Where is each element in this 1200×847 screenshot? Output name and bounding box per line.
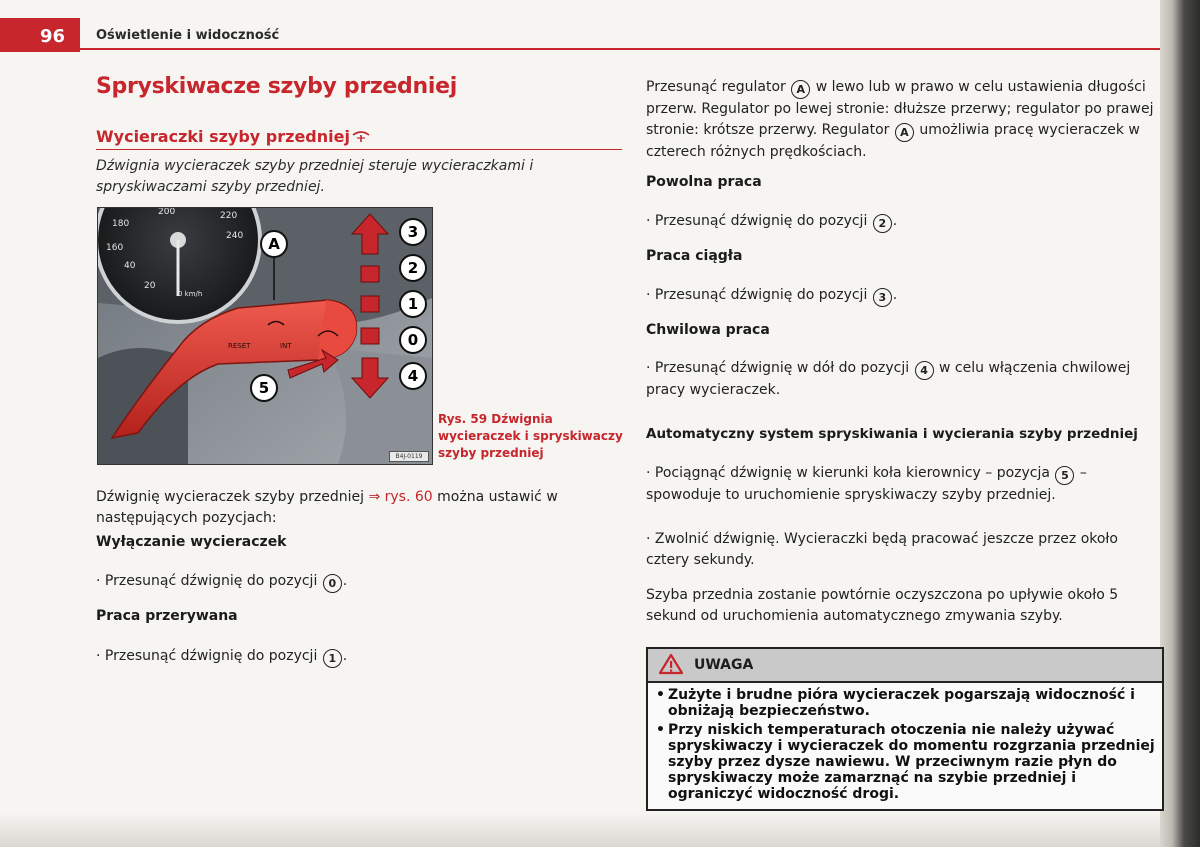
subsection-title: Wycieraczki szyby przedniej: [96, 127, 350, 146]
dial-label: 240: [226, 231, 244, 241]
step-text: Przesunąć dźwignię do pozycji: [654, 213, 868, 229]
warning-header: [648, 649, 1162, 683]
subsection-rule: [96, 149, 622, 150]
position-marker: A: [895, 123, 914, 142]
dial-label: 220: [220, 211, 238, 221]
step-continuous: · Przesunąć dźwignię do pozycji 3 .: [646, 285, 897, 307]
warning-item: • Zużyte i brudne pióra wycieraczek pogarszają widoczność i obniżają bezpieczeństwo.: [656, 687, 1156, 719]
figure-ref-code: B4J-0119: [389, 451, 429, 462]
step-end: .: [892, 213, 898, 229]
warning-triangle-icon: [658, 653, 684, 675]
warning-item: • Przy niskich temperaturach otoczenia nie należy używać spryskiwaczy i wycieraczek do momentu rozgrzania przedniej szyby przez dysze nawiewu. W przeciwnym razie płyn do spryskiwaczy może zamarznąć na szybie przedniej i ograniczyć widoczność drogi.: [656, 722, 1156, 802]
running-head: Oświetlenie i widoczność: [96, 28, 280, 43]
figure-callout: 5: [258, 379, 270, 397]
dial-label: 180: [112, 219, 130, 229]
paragraph-text: w lewo lub w prawo w celu ustawienia długości przerw. Regulator po lewej stronie: dłuższe przerwy; regulator po prawej stronie: krótsze przerwy. Regulator: [646, 79, 1154, 138]
heading-slow: Powolna praca: [646, 174, 762, 190]
dial-label: 0 km/h: [178, 290, 203, 298]
heading-wipers-off: Wyłączanie wycieraczek: [96, 534, 287, 550]
warning-title: UWAGA: [694, 657, 754, 673]
figure-link[interactable]: rys. 60: [384, 489, 433, 505]
figure-callout: 1: [407, 295, 419, 313]
dial-label: 20: [144, 281, 156, 291]
paragraph-text: można ustawić w następujących pozycjach:: [96, 489, 558, 526]
dial-label: 200: [158, 208, 176, 217]
position-marker: 1: [323, 649, 342, 668]
figure-callout: 4: [407, 367, 419, 385]
step-text: Przesunąć dźwignię do pozycji: [104, 648, 318, 664]
dial-label: 160: [106, 243, 124, 253]
step-momentary: · Przesunąć dźwignię w dół do pozycji 4 w celu włączenia chwilowej pracy wycieraczek.: [646, 360, 1131, 398]
lever-label: INT: [280, 342, 292, 350]
right-paragraph-regulator: [646, 77, 1156, 163]
step-end: w celu włączenia chwilowej pracy wycieraczek.: [646, 360, 1131, 398]
figure-callout: 2: [407, 259, 419, 277]
heading-automatic: Automatyczny system spryskiwania i wycierania szyby przedniej: [646, 426, 1138, 442]
page-number: 96: [40, 26, 66, 47]
closing-paragraph: Szyba przednia zostanie powtórnie oczyszczona po upływie około 5 sekund od uruchomienia automatycznego zmywania szyby.: [646, 587, 1119, 624]
step-end: .: [892, 287, 898, 303]
position-marker: 3: [873, 288, 892, 307]
wiper-lever-figure: [97, 207, 433, 465]
figure-caption: Rys. 59 Dźwignia wycieraczek i spryskiwaczy szyby przedniej: [438, 412, 623, 460]
step-automatic-release: · Zwolnić dźwignię. Wycieraczki będą pracować jeszcze przez około cztery sekundy.: [646, 531, 1118, 568]
step-text: Przesunąć dźwignię do pozycji: [104, 573, 318, 589]
heading-intermittent: Praca przerywana: [96, 608, 238, 624]
header-rule: [80, 48, 1160, 50]
step-end: .: [342, 573, 348, 589]
position-marker: A: [791, 80, 810, 99]
arrow-icon: ⇒: [368, 489, 381, 505]
step-intermittent: · Przesunąć dźwignię do pozycji 1 .: [96, 646, 347, 668]
warning-box: [646, 647, 1164, 811]
paragraph-text: Dźwignię wycieraczek szyby przedniej: [96, 489, 364, 505]
position-marker: 5: [1055, 466, 1074, 485]
step-wipers-off: · Przesunąć dźwignię do pozycji 0 .: [96, 571, 347, 593]
wiper-lever-illustration: [98, 208, 432, 464]
heading-momentary: Chwilowa praca: [646, 322, 770, 338]
figure-callout: 0: [407, 331, 419, 349]
step-end: .: [342, 648, 348, 664]
wiper-icon: [352, 130, 370, 144]
paragraph-text: umożliwia pracę wycieraczek w czterech różnych prędkościach.: [646, 122, 1140, 160]
dial-label: 40: [124, 261, 136, 271]
warning-list: [656, 687, 1156, 805]
lever-label: RESET: [228, 342, 251, 350]
figure-callout: 3: [407, 223, 419, 241]
step-text: Przesunąć dźwignię do pozycji: [654, 287, 868, 303]
step-automatic-pull: · Pociągnąć dźwignię w kierunki koła kierownicy – pozycja 5 – spowoduje to uruchomienie spryskiwaczy szyby przedniej.: [646, 465, 1087, 503]
step-text: Pociągnąć dźwignię w kierunki koła kierownicy – pozycja: [654, 465, 1050, 481]
page-binding-edge: [1160, 0, 1200, 847]
step-slow: · Przesunąć dźwignię do pozycji 2 .: [646, 211, 897, 233]
heading-continuous: Praca ciągła: [646, 248, 743, 264]
section-title: Spryskiwacze szyby przedniej: [96, 74, 457, 99]
position-marker: 4: [915, 361, 934, 380]
position-marker: 2: [873, 214, 892, 233]
left-paragraph: [96, 487, 624, 529]
intro-text: Dźwignia wycieraczek szyby przedniej steruje wycieraczkami i spryskiwaczami szyby przedniej.: [96, 158, 534, 195]
paragraph-text: Przesunąć regulator: [646, 79, 786, 95]
step-text: Zwolnić dźwignię. Wycieraczki będą pracować jeszcze przez około cztery sekundy.: [646, 531, 1118, 568]
position-marker: 0: [323, 574, 342, 593]
page-bottom-shadow: [0, 813, 1160, 847]
figure-callout: A: [268, 235, 280, 253]
step-text: – spowoduje to uruchomienie spryskiwaczy szyby przedniej.: [646, 465, 1087, 503]
step-text: Przesunąć dźwignię w dół do pozycji: [654, 360, 910, 376]
